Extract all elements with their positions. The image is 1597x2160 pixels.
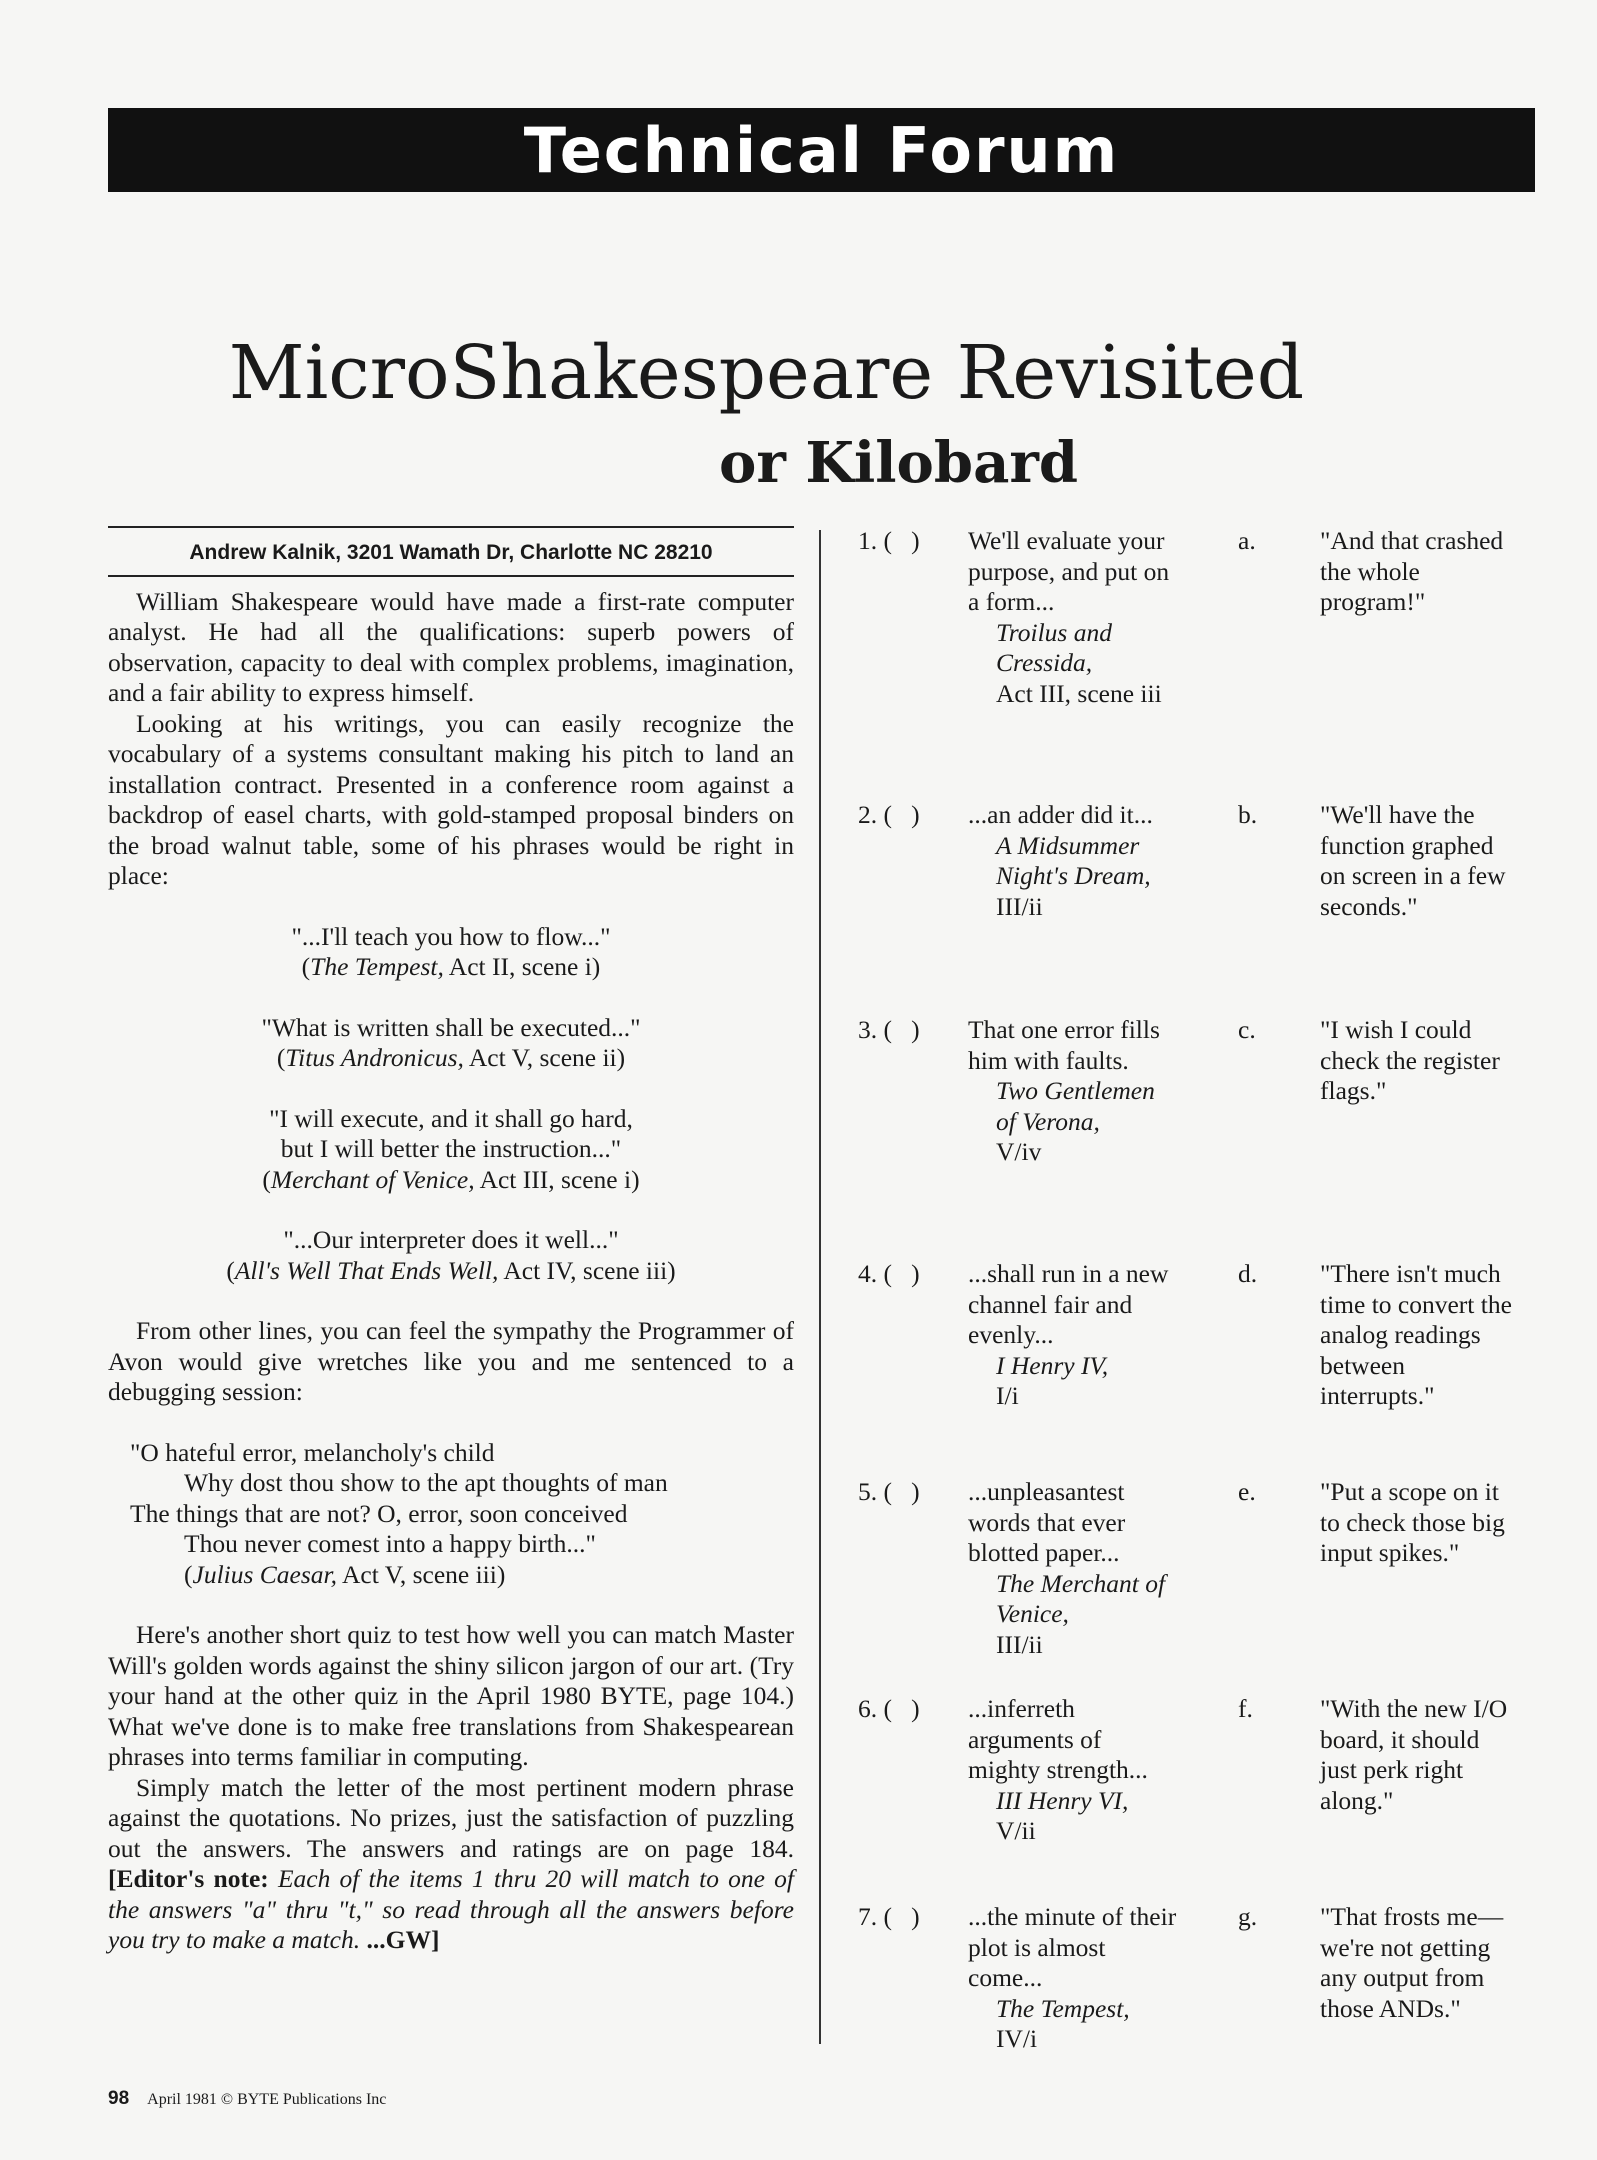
- work-title: Julius Caesar,: [192, 1559, 338, 1589]
- paragraph-text: Simply match the letter of the most pertinent modern phrase against the quotations. No prizes, just the satisfaction of puzzling out the answers. The answers and ratings are on page 184.: [108, 1772, 794, 1863]
- quiz-quote: [968, 1015, 1178, 1168]
- article-subtitle: or Kilobard: [718, 430, 1079, 496]
- quiz-number[interactable]: 4. ( ): [858, 1259, 920, 1288]
- quote-text: "...Our interpreter does it well...": [283, 1225, 619, 1254]
- paragraph: From other lines, you can feel the sympathy the Programmer of Avon would give wretches like you and me sentenced to a debugging session:: [108, 1316, 794, 1406]
- quote-text: That one error fills him with faults.: [968, 1015, 1160, 1075]
- quote-act: III/ii: [996, 891, 1043, 921]
- quiz-number[interactable]: 1. ( ): [858, 526, 920, 555]
- answer-letter: d.: [1238, 1259, 1258, 1288]
- answer-text: "Put a scope on it to check those big input spikes.": [1320, 1477, 1505, 1567]
- quiz-quote: [968, 1902, 1178, 2055]
- answer-text: "With the new I/O board, it should just perk right along.": [1320, 1694, 1508, 1815]
- quote-text: We'll evaluate your purpose, and put on a form...: [968, 526, 1170, 616]
- section-banner: [108, 108, 1535, 192]
- section-title: Technical Forum: [523, 114, 1120, 187]
- quote-text: ...the minute of their plot is almost come...: [968, 1902, 1177, 1992]
- article-body: [108, 526, 794, 1956]
- column-divider: [819, 530, 821, 2044]
- quiz-quote: [968, 1477, 1178, 1660]
- quote-citation: (Titus Andronicus, Act V, scene ii): [276, 1043, 626, 1072]
- poem-citation: (Julius Caesar, Act V, scene iii): [184, 1559, 506, 1589]
- quote-act: III/ii: [996, 1629, 1043, 1659]
- quote-act: IV/i: [996, 2024, 1038, 2053]
- page-number: 98: [108, 2088, 130, 2109]
- citation-ref: Act V, scene ii): [463, 1043, 626, 1072]
- quote-act: V/ii: [996, 1816, 1036, 1845]
- article-title: MicroShakespeare Revisited: [228, 330, 1305, 416]
- quiz-number[interactable]: 3. ( ): [858, 1015, 920, 1044]
- answer-letter: g.: [1238, 1902, 1258, 1931]
- poem-line: Thou never comest into a happy birth...": [184, 1529, 596, 1558]
- quote-text: ...inferreth arguments of mighty strength...: [968, 1694, 1148, 1784]
- citation-ref: Act III, scene i): [474, 1164, 640, 1194]
- quiz-quote: [968, 800, 1178, 922]
- quote-text: "I will execute, and it shall go hard,: [269, 1103, 633, 1133]
- answer-letter: c.: [1238, 1015, 1256, 1044]
- quote-text: but I will better the instruction...": [280, 1134, 622, 1163]
- quote-text: "What is written shall be executed...": [261, 1012, 641, 1042]
- quote-act: V/iv: [996, 1137, 1042, 1166]
- byline: Andrew Kalnik, 3201 Wamath Dr, Charlotte NC 28210: [108, 526, 794, 577]
- quote-citation: (Merchant of Venice, Act III, scene i): [262, 1164, 640, 1194]
- quote-source: III Henry VI,: [996, 1785, 1129, 1815]
- quote-source: I Henry IV,: [996, 1350, 1109, 1380]
- quote-text: ...shall run in a new channel fair and evenly...: [968, 1259, 1169, 1349]
- citation-ref: Act V, scene iii): [337, 1559, 506, 1589]
- poem-line: The things that are not? O, error, soon conceived: [130, 1498, 628, 1528]
- quote-citation: (The Tempest, Act II, scene i): [301, 952, 601, 981]
- answer-text: "We'll have the function graphed on screen in a few seconds.": [1320, 800, 1506, 921]
- answer-letter: a.: [1238, 526, 1256, 555]
- answer-letter: b.: [1238, 800, 1258, 829]
- quote-block: [108, 1013, 794, 1074]
- citation-ref: Act IV, scene iii): [498, 1255, 676, 1285]
- quote-text: ...an adder did it...: [968, 800, 1153, 829]
- work-title: Merchant of Venice,: [270, 1164, 475, 1194]
- work-title: Titus Andronicus,: [285, 1043, 464, 1072]
- quote-source: The Merchant of Venice,: [996, 1568, 1166, 1628]
- paragraph: Looking at his writings, you can easily recognize the vocabulary of a systems consultant making his pitch to land an installation contract. Presented in a conference room against a backdrop of easel charts, with gold-stamped proposal binders on the broad walnut table, some of his phrases would be right in place:: [108, 708, 794, 890]
- quote-citation: (All's Well That Ends Well, Act IV, scene iii): [226, 1255, 676, 1285]
- paragraph: [108, 1773, 794, 1956]
- answer-text: "And that crashed the whole program!": [1320, 526, 1504, 616]
- quote-block: [108, 1225, 794, 1286]
- poem-line: Why dost thou show to the apt thoughts of man: [184, 1468, 668, 1497]
- quote-text: "...I'll teach you how to flow...": [291, 921, 611, 951]
- quote-source: Two Gentlemen of Verona,: [996, 1076, 1155, 1136]
- paragraph: Here's another short quiz to test how well you can match Master Will's golden words against the shiny silicon jargon of our art. (Try your hand at the other quiz in the April 1980 BYTE, page 104.) What we've done is to make free translations from Shakespearean phrases into terms familiar in computing.: [108, 1620, 794, 1771]
- poem-block: [130, 1438, 794, 1591]
- answer-letter: f.: [1238, 1694, 1253, 1723]
- quiz-quote: [968, 1259, 1178, 1412]
- quote-text: ...unpleasantest words that ever blotted paper...: [968, 1477, 1126, 1567]
- answer-text: "There isn't much time to convert the analog readings between interrupts.": [1320, 1259, 1512, 1410]
- quiz-number[interactable]: 6. ( ): [858, 1694, 920, 1723]
- quote-block: [108, 1104, 794, 1196]
- quote-block: [108, 922, 794, 983]
- editor-note-label: [Editor's note:: [108, 1864, 269, 1893]
- poem-line: "O hateful error, melancholy's child: [130, 1437, 495, 1467]
- quiz-number[interactable]: 5. ( ): [858, 1477, 920, 1506]
- work-title: All's Well That Ends Well,: [234, 1255, 499, 1285]
- quiz-quote: [968, 1694, 1178, 1847]
- answer-letter: e.: [1238, 1477, 1256, 1506]
- publication-credit: April 1981 © BYTE Publications Inc: [147, 2091, 387, 2108]
- editor-signature: ...GW]: [366, 1925, 440, 1954]
- quote-source: A Midsummer Night's Dream,: [996, 830, 1151, 890]
- quote-act: I/i: [996, 1381, 1019, 1410]
- paragraph: William Shakespeare would have made a first-rate computer analyst. He had all the qualifications: superb powers of observation, capacity to deal with complex problems, imagination, and a fair ability to express himself.: [108, 586, 794, 707]
- quiz-number[interactable]: 7. ( ): [858, 1902, 920, 1931]
- editor-note: Each of the items 1 thru 20 will match to one of the answers "a" thru "t," so read through all the answers before you try to make a match.: [108, 1864, 794, 1954]
- quote-act: Act III, scene iii: [996, 678, 1162, 708]
- quote-source: Troilus and Cressida,: [996, 617, 1112, 677]
- answer-text: "That frosts me—we're not getting any output from those ANDs.": [1320, 1902, 1504, 2023]
- citation-ref: Act II, scene i): [443, 952, 601, 981]
- page-footer: [108, 2088, 386, 2110]
- quote-source: The Tempest,: [996, 1993, 1130, 2023]
- quiz-number[interactable]: 2. ( ): [858, 800, 920, 829]
- quiz-quote: [968, 526, 1178, 709]
- answer-text: "I wish I could check the register flags.": [1320, 1015, 1500, 1105]
- work-title: The Tempest,: [310, 952, 444, 981]
